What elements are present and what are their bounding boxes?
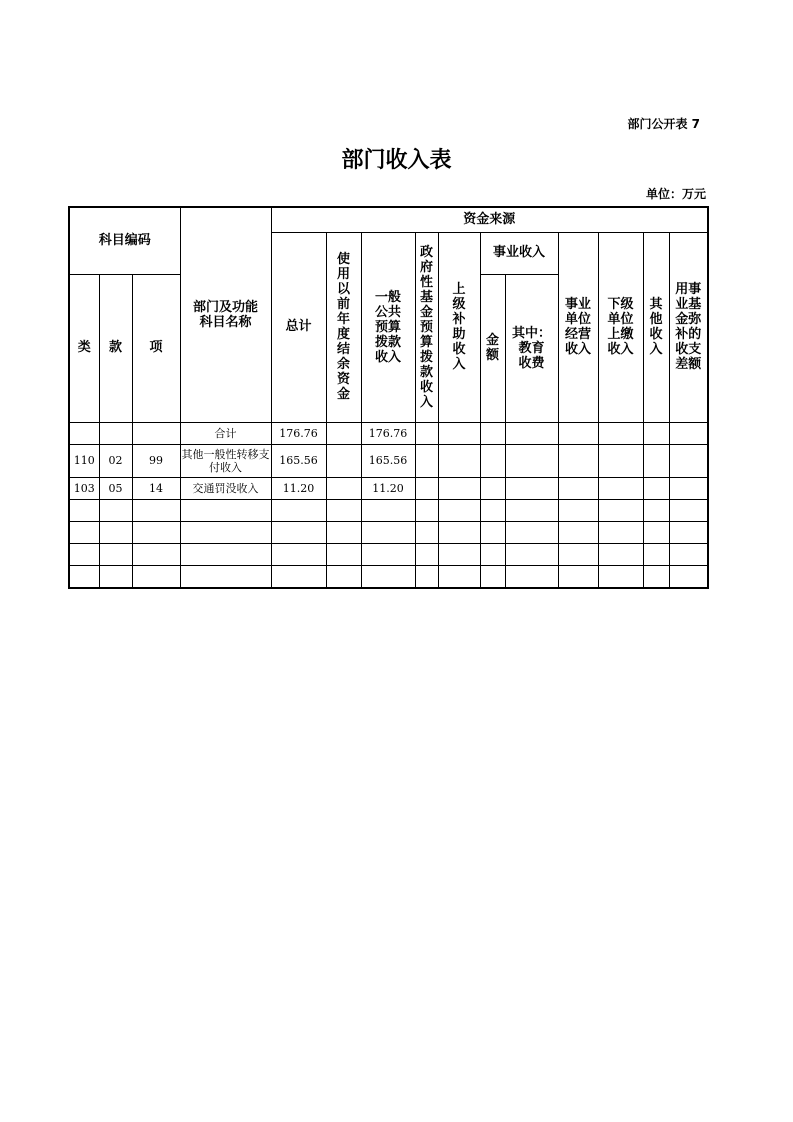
cell-reserve bbox=[669, 422, 708, 444]
cell-item bbox=[132, 422, 180, 444]
table-row bbox=[69, 477, 708, 499]
cell-edu bbox=[505, 477, 558, 499]
table-row bbox=[69, 422, 708, 444]
cell-edu bbox=[505, 565, 558, 588]
cell-general bbox=[361, 565, 415, 588]
cell-prior bbox=[326, 422, 361, 444]
cell-other bbox=[643, 521, 669, 543]
cell-amount bbox=[480, 444, 505, 477]
cell-name: 合计 bbox=[180, 422, 271, 444]
cell-edu bbox=[505, 521, 558, 543]
cell-total: 165.56 bbox=[271, 444, 326, 477]
cell-gov bbox=[415, 499, 438, 521]
cell-item bbox=[132, 521, 180, 543]
cell-other bbox=[643, 477, 669, 499]
cell-section: 05 bbox=[99, 477, 132, 499]
cell-name bbox=[180, 521, 271, 543]
income-table bbox=[68, 206, 709, 589]
cell-general: 165.56 bbox=[361, 444, 415, 477]
cell-operating bbox=[558, 444, 598, 477]
header-total: 总计 bbox=[271, 232, 326, 422]
cell-edu bbox=[505, 499, 558, 521]
cell-section bbox=[99, 521, 132, 543]
header-class: 类 bbox=[69, 274, 99, 422]
cell-lower bbox=[598, 444, 643, 477]
cell-gov bbox=[415, 521, 438, 543]
cell-upper bbox=[438, 565, 480, 588]
cell-total bbox=[271, 499, 326, 521]
cell-name bbox=[180, 543, 271, 565]
cell-prior bbox=[326, 565, 361, 588]
cell-operating bbox=[558, 477, 598, 499]
cell-edu bbox=[505, 543, 558, 565]
cell-lower bbox=[598, 477, 643, 499]
cell-item bbox=[132, 543, 180, 565]
header-general-budget: 一般 公共 预算 拨款 收入 bbox=[361, 232, 415, 422]
cell-prior bbox=[326, 521, 361, 543]
header-prior-balance: 使 用 以 前 年 度 结 余 资 金 bbox=[326, 232, 361, 422]
cell-reserve bbox=[669, 477, 708, 499]
cell-general bbox=[361, 543, 415, 565]
cell-upper bbox=[438, 521, 480, 543]
cell-prior bbox=[326, 543, 361, 565]
cell-gov bbox=[415, 543, 438, 565]
cell-lower bbox=[598, 499, 643, 521]
cell-item: 99 bbox=[132, 444, 180, 477]
cell-total: 176.76 bbox=[271, 422, 326, 444]
cell-operating bbox=[558, 521, 598, 543]
cell-other bbox=[643, 565, 669, 588]
cell-amount bbox=[480, 422, 505, 444]
cell-reserve bbox=[669, 521, 708, 543]
cell-class: 110 bbox=[69, 444, 99, 477]
table-row bbox=[69, 565, 708, 588]
cell-gov bbox=[415, 444, 438, 477]
page-title: 部门收入表 bbox=[341, 148, 452, 173]
cell-operating bbox=[558, 543, 598, 565]
cell-section: 02 bbox=[99, 444, 132, 477]
cell-amount bbox=[480, 543, 505, 565]
cell-name: 其他一般性转移支付收入 bbox=[180, 444, 271, 477]
unit-label: 单位：万元 bbox=[645, 187, 706, 201]
header-lower-remit: 下级 单位 上缴 收入 bbox=[598, 232, 643, 422]
cell-reserve bbox=[669, 565, 708, 588]
cell-upper bbox=[438, 543, 480, 565]
cell-reserve bbox=[669, 444, 708, 477]
cell-class bbox=[69, 543, 99, 565]
cell-class bbox=[69, 422, 99, 444]
cell-gov bbox=[415, 422, 438, 444]
cell-other bbox=[643, 499, 669, 521]
cell-edu bbox=[505, 422, 558, 444]
header-dept-name: 部门及功能 科目名称 bbox=[180, 207, 271, 422]
cell-name bbox=[180, 499, 271, 521]
table-row bbox=[69, 499, 708, 521]
cell-class bbox=[69, 565, 99, 588]
cell-lower bbox=[598, 543, 643, 565]
cell-operating bbox=[558, 499, 598, 521]
cell-general: 11.20 bbox=[361, 477, 415, 499]
cell-edu bbox=[505, 444, 558, 477]
cell-other bbox=[643, 422, 669, 444]
cell-total bbox=[271, 565, 326, 588]
cell-total bbox=[271, 521, 326, 543]
cell-amount bbox=[480, 477, 505, 499]
cell-name bbox=[180, 565, 271, 588]
header-reserve-fund: 用事 业基 金弥 补的 收支 差额 bbox=[669, 232, 708, 422]
cell-total bbox=[271, 543, 326, 565]
table-row bbox=[69, 444, 708, 477]
cell-total: 11.20 bbox=[271, 477, 326, 499]
cell-item: 14 bbox=[132, 477, 180, 499]
header-amount: 金 额 bbox=[480, 274, 505, 422]
cell-gov bbox=[415, 477, 438, 499]
cell-section bbox=[99, 499, 132, 521]
header-operating-income: 事业 单位 经营 收入 bbox=[558, 232, 598, 422]
cell-other bbox=[643, 543, 669, 565]
cell-item bbox=[132, 565, 180, 588]
cell-upper bbox=[438, 444, 480, 477]
cell-reserve bbox=[669, 543, 708, 565]
cell-operating bbox=[558, 565, 598, 588]
header-funding-source: 资金来源 bbox=[271, 207, 708, 232]
header-gov-fund: 政 府 性 基 金 预 算 拨 款 收 入 bbox=[415, 232, 438, 422]
cell-prior bbox=[326, 444, 361, 477]
table-row bbox=[69, 521, 708, 543]
header-edu-fee: 其中： 教育 收费 bbox=[505, 274, 558, 422]
cell-lower bbox=[598, 565, 643, 588]
cell-section bbox=[99, 543, 132, 565]
header-item: 项 bbox=[132, 274, 180, 422]
cell-lower bbox=[598, 422, 643, 444]
cell-section bbox=[99, 422, 132, 444]
cell-upper bbox=[438, 499, 480, 521]
header-section: 款 bbox=[99, 274, 132, 422]
header-upper-subsidy: 上 级 补 助 收 入 bbox=[438, 232, 480, 422]
table-row bbox=[69, 543, 708, 565]
cell-reserve bbox=[669, 499, 708, 521]
cell-amount bbox=[480, 521, 505, 543]
cell-lower bbox=[598, 521, 643, 543]
header-business-income: 事业收入 bbox=[480, 232, 558, 274]
cell-prior bbox=[326, 477, 361, 499]
cell-general bbox=[361, 521, 415, 543]
cell-amount bbox=[480, 565, 505, 588]
cell-class: 103 bbox=[69, 477, 99, 499]
cell-name: 交通罚没收入 bbox=[180, 477, 271, 499]
cell-general bbox=[361, 499, 415, 521]
cell-other bbox=[643, 444, 669, 477]
cell-general: 176.76 bbox=[361, 422, 415, 444]
cell-upper bbox=[438, 422, 480, 444]
header-subject-code: 科目编码 bbox=[69, 207, 180, 274]
cell-section bbox=[99, 565, 132, 588]
cell-class bbox=[69, 499, 99, 521]
cell-operating bbox=[558, 422, 598, 444]
form-number-label: 部门公开表 7 bbox=[627, 117, 700, 131]
cell-item bbox=[132, 499, 180, 521]
cell-prior bbox=[326, 499, 361, 521]
cell-amount bbox=[480, 499, 505, 521]
header-other-income: 其他 收入 bbox=[643, 232, 669, 422]
cell-gov bbox=[415, 565, 438, 588]
cell-upper bbox=[438, 477, 480, 499]
cell-class bbox=[69, 521, 99, 543]
